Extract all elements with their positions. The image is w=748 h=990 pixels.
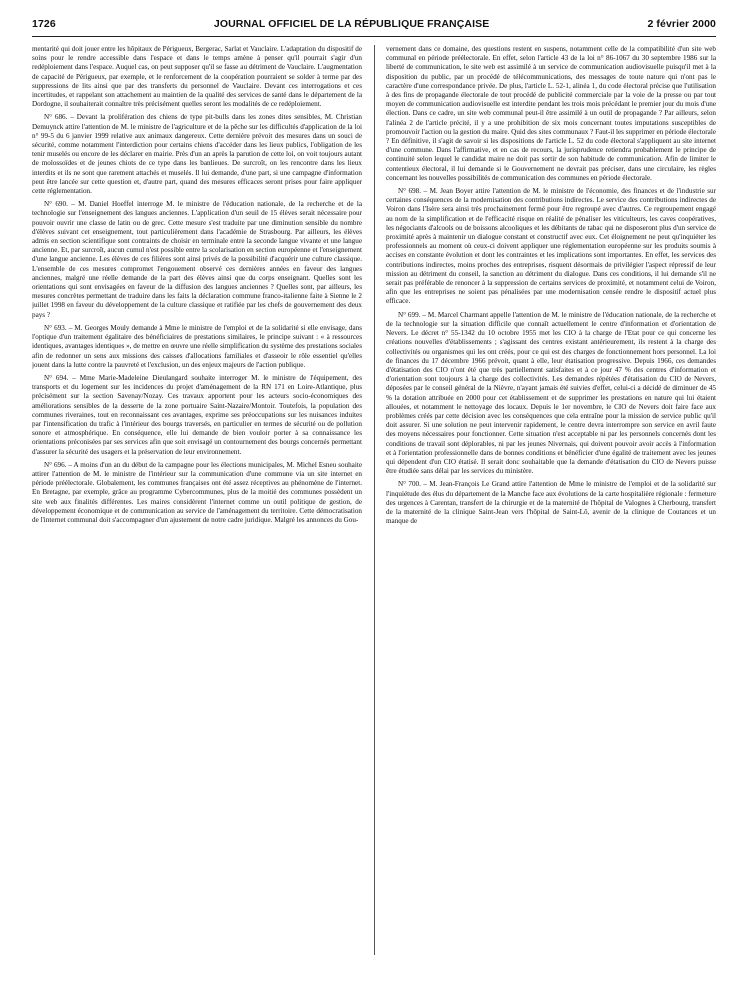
question-699: N° 699. – M. Marcel Charmant appelle l'attention de M. le ministre de l'éducation nationale, de la recherche et de la technologie sur la situation difficile que connaît actuellement le centre d'information et d'orientation de Nevers. Le décret n° 55-1342 du 10 octobre 1955 met les CIO à la charge de l'Etat pour ce qui concerne les créations nouvelles d'établissements ; s'agissant des centres existant antérieurement, ils restent à la charge des collectivités ou organismes qui les ont créés, pour ce qui est des charges de fonctionnement hors personnel. La loi de finances du 17 décembre 1966 prévoit, quant à elle, leur étatisation progressive. Depuis 1966, ces demandes d'étatisation des CIO n'ont été que très partiellement satisfaites et à ce jour 47 % des centres d'information et d'orientation sont toujours à la charge des collectivités. Les demandes répétées d'étatisation du CIO de Nevers, déposées par le conseil général de la Nièvre, n'ayant jamais été suivies d'effet, celui-ci a décidé de diminuer de 45 % la dotation attribuée en 2000 pour cet établissement et de supprimer les prestations en nature qui lui étaient allouées, et notamment le nettoyage des locaux. Depuis le 1er novembre, le CIO de Nevers doit faire face aux problèmes créés par cette décision avec les conséquences que cela entraîne pour la mission de service public qu'il doit assurer. Si une solution ne peut intervenir rapidement, le centre devra interrompre son service en avril faute des moyens nécessaires pour fonctionner. Cette situation n'est acceptable ni par les personnels concernés dont les conditions de travail sont déplorables, ni par les jeunes Nivernais, qui doivent pouvoir avoir accès à l'information et à l'orientation professionnelle dans de bonnes conditions et bénéficier d'une égalité de traitement avec les jeunes qui dépendent d'un CIO étatisé. Il serait donc souhaitable que la demande d'étatisation du CIO de Nevers puisse être étudiée sans délai par les services du ministère. <box>386 310 716 476</box>
question-690: N° 690. – M. Daniel Hoeffel interroge M. le ministre de l'éducation nationale, de la recherche et de la technologie sur l'enseignement des langues anciennes. L'application d'un seuil de 15 élèves serait nécessaire pour pouvoir ouvrir une classe de latin ou de grec. Cette mesure s'est traduite par une diminution sensible du nombre d'élèves suivant cet enseignement, tout particulièrement dans l'académie de Strasbourg. Par ailleurs, les élèves admis en section scientifique sont contraints de choisir en terminale entre la seconde langue vivante et une langue ancienne. Et, par surcroît, aucun cumul n'est possible entre la scolarisation en section européenne et l'enseignement d'une langue ancienne. Les élèves de ces filières sont ainsi privés de la possibilité d'acquérir une culture classique. L'ensemble de ces mesures compromet l'engouement observé ces dernières années en faveur des langues anciennes, malgré une réelle demande de la part des élèves ainsi que du corps enseignant. Quelles sont les orientations qui sont envisagées en faveur de la diffusion des langues anciennes ? Quelles sont, par ailleurs, les mesures concrètes permettant de traduire dans les faits la déclaration commune franco-italienne faite à Sienne le 2 juillet 1998 en faveur du développement de la culture classique et ratifiée par les chefs de gouvernement des deux pays ? <box>32 200 362 319</box>
header-rule <box>32 36 716 37</box>
page-number: 1726 <box>32 18 56 30</box>
question-693: N° 693. – M. Georges Mouly demande à Mme le ministre de l'emploi et de la solidarité si elle envisage, dans l'optique d'un traitement égalitaire des bénéficiaires de prestations similaires, le principe suivant : « à ressources identiques, avantages identiques », de mettre en œuvre une réelle simplification du système des prestations sociales afin de redonner un sens aux missions des caisses d'allocations familiales et d'asseoir le rôle essentiel qu'elles jouent dans la lutte contre la pauvreté et l'exclusion, un des enjeux majeurs de l'action publique. <box>32 323 362 369</box>
paragraph-continued: mentarité qui doit jouer entre les hôpitaux de Périgueux, Bergerac, Sarlat et Vauclaire. L'adaptation du dispositif de soins pour le rendre accessible dans l'espace et dans le temps amène à penser qu'il pourrait s'agir d'un redéploiement dans l'espace. Auquel cas, on peut supposer qu'il se fasse au détriment de Vauclaire. L'augmentation de capacité de Périgueux, par exemple, et le renforcement de la coopération pourraient se solder à terme par des suppressions de lits ainsi que par des transferts du personnel de Vauclaire. Devant ces interrogations et ces incertitudes, et rappelant son attachement au maintien de la qualité des services de santé dans le département de la Dordogne, il souhaiterait connaître très précisément quelles seront les modalités de ce redéploiement. <box>32 45 362 109</box>
page-header <box>32 18 716 30</box>
publication-date: 2 février 2000 <box>647 18 716 30</box>
question-696: N° 696. – A moins d'un an du début de la campagne pour les élections municipales, M. Michel Esneu souhaite attirer l'attention de M. le ministre de l'intérieur sur la communication d'une commune via un site internet en période préélectorale. Globalement, les communes françaises ont été assez réceptives au phénomène de l'internet. En Bretagne, par exemple, grâce au programme Cybercommunes, plus de la moitié des communes possèdent un site web aux finalités différentes. Les maires considèrent l'internet comme un outil politique de gestion, de développement économique et de communication au service de l'aménagement du territoire. Cette démocratisation de l'internet communal doit s'accompagner d'un ajustement de notre cadre juridique. Malgré les annonces du Gou- <box>32 460 362 524</box>
question-698: N° 698. – M. Jean Boyer attire l'attention de M. le ministre de l'économie, des finances et de l'industrie sur certaines conséquences de la modernisation des contributions indirectes. Le service des contributions indirectes de Voiron dans l'Isère sera ainsi très prochainement fermé pour être regroupé avec d'autres. Ce regroupement engagé au nom de la simplification et de l'efficacité risque en réalité de pénaliser les viticulteurs, les caves coopératives, les négociants d'alcools ou de boissons alcooliques et les débitants de tabac qui ne disposeront plus d'un service de proximité après à maintenir un dialogue constant et constructif avec eux. Cet éloignement ne peut qu'inquiéter les professionnels au moment où ceux-ci doivent appliquer une réglementation européenne sur les produits soumis à accises en constante évolution et dont les contraintes et les implications sont importantes. En effet, les services des contributions indirectes, moins proches des entreprises, risquent désormais de privilégier l'aspect répressif de leur mission au détriment du conseil, la sanction au détriment du dialogue. Dans ces conditions, il lui demande s'il ne serait pas préférable de renoncer à la suppression de certains services de proximité, et notamment celui de Voiron, afin que les entreprises ne soient pas pénalisées par une modernisation censée rendre le dispositif actuel plus efficace. <box>386 187 716 306</box>
column-divider <box>374 45 375 955</box>
question-694: N° 694. – Mme Marie-Madeleine Dieulangard souhaite interroger M. le ministre de l'équipement, des transports et du logement sur les incidences du projet d'aménagement de la RN 171 en Loire-Atlantique, plus précisément sur la section Savenay/Nozay. Ces travaux apportent pour les acteurs socio-économiques des améliorations sensibles de la desserte de la zone portuaire Saint-Nazaire/Montoir. Toutefois, la population des communes riveraines, tout en reconnaissant ces avantages, exprime ses préoccupations sur les nuisances induites par l'intensification du trafic à l'intérieur des bourgs traversés, en particulier en termes de sécurité ou de pollution sonore et atmosphérique. En conséquence, elle lui demande de bien vouloir porter à sa connaissance les orientations préconisées par ses services afin que soit envisagé un contournement des bourgs concernés permettant d'assurer la sécurité des usagers et la préservation de leur environnement. <box>32 373 362 456</box>
text-columns <box>32 45 716 955</box>
paragraph-continued-696: vernement dans ce domaine, des questions restent en suspens, notamment celle de la compatibilité d'un site web communal en période préélectorale. En effet, selon l'article 43 de la loi n° 86-1067 du 30 septembre 1986 sur la liberté de communication, le site web est assimilé à un service de communication audiovisuelle puisqu'il met à la disposition du public, par un procédé de télécommunications, des messages de toute nature qui n'ont pas le caractère d'une correspondance privée. De plus, l'article L. 52-1, alinéa 1, du code électoral précise que l'utilisation à des fins de propagande électorale de tout procédé de publicité commerciale par la voie de la presse ou par tout moyen de communication audiovisuelle est interdite pendant les trois mois précédant le premier jour du mois d'une élection. Dans ce cadre, un site web communal peut-il être assimilé à un outil de propagande ? Par ailleurs, selon l'alinéa 2 de l'article précité, il y a une prohibition de six mois concernant toutes imputations susceptibles de promouvoir l'action ou la gestion du maire. Quid des sites communaux ? Faut-il les supprimer en période électorale ? En définitive, il s'agit de savoir si les dispositions de l'article L. 52 du code électoral s'appliquent au site internet d'une commune. Dans l'affirmative, et en cas de recours, la jurisprudence retiendra probablement le principe de continuité selon lequel le candidat maire ne doit pas sortir de son habitude de communication. Afin de limiter le contentieux électoral, il lui demande si le Gouvernement ne devrait pas préciser, dans une circulaire, les règles concernant les nouvelles possibilités de communication des communes en période électorale. <box>386 45 716 182</box>
question-686: N° 686. – Devant la prolifération des chiens de type pit-bulls dans les zones dites sensibles, M. Christian Demuynck attire l'attention de M. le ministre de l'agriculture et de la pêche sur les difficultés d'application de la loi n° 99-5 du 6 janvier 1999 relative aux animaux dangereux. Cette dernière prévoit des mesures dans un souci de sécurité, comme notamment l'interdiction pour certains chiens d'accéder dans les lieux publics, l'obligation de les tenir muselés ou encore de les déclarer en mairie. Près d'un an après la parution de cette loi, on voit toujours autant de molossoïdes et de jeunes chiots de ce type dans les banlieues. De surcroît, on les rencontre dans les lieux interdits et ils ne sont que rarement attachés et muselés. Il lui demande, d'une part, si une campagne d'information peut être lancée sur cette question et, d'autre part, quand des mesures efficaces seront prises pour faire appliquer cette réglementation. <box>32 113 362 196</box>
question-700: N° 700. – M. Jean-François Le Grand attire l'attention de Mme le ministre de l'emploi et de la solidarité sur l'inquiétude des élus du département de la Manche face aux évolutions de la carte hospitalière régionale : fermeture des urgences à Carentan, transfert de la chirurgie et de la maternité de l'hôpital de Valognes à Cherbourg, transfert de la maternité de la clinique Saint-Jean vers l'hôpital de Saint-Lô, avenir de la clinique de Coutances et un manque de <box>386 480 716 526</box>
left-column <box>32 45 362 955</box>
right-column <box>386 45 716 955</box>
journal-title: JOURNAL OFFICIEL DE LA RÉPUBLIQUE FRANÇAISE <box>213 18 490 30</box>
